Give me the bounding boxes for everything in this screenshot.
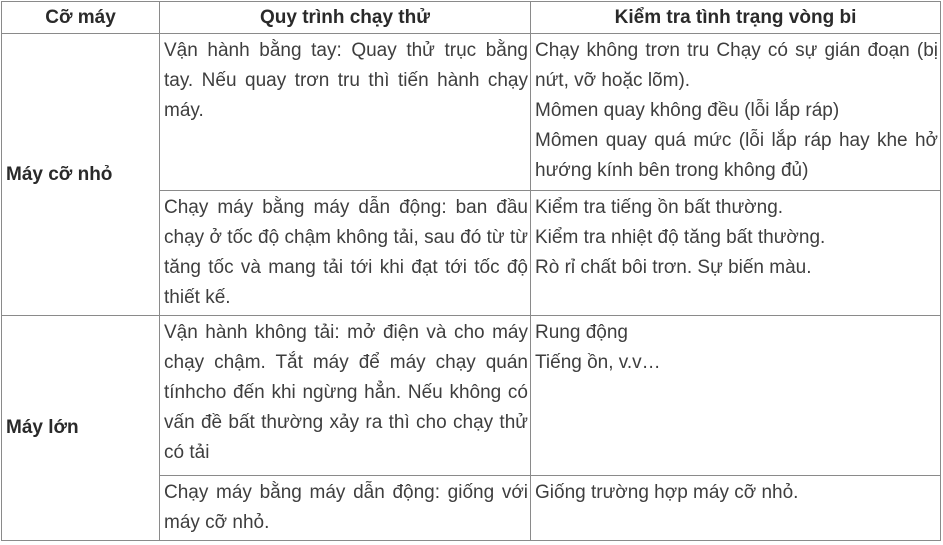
cell-machine-size-large bbox=[2, 316, 160, 541]
check-item: Rò rỉ chất bôi trơn. Sự biến màu. bbox=[535, 257, 812, 278]
procedure-text: Chạy máy bằng máy dẫn động: ban đầu chạy ở tốc độ chậm không tải, sau đó từ từ tăng tốc và mang tải tới khi đạt tới tốc độ thiết kế. bbox=[164, 197, 528, 308]
cell-machine-size-small bbox=[2, 34, 160, 316]
procedure-text: Vận hành không tải: mở điện và cho máy chạy chậm. Tắt máy để máy chạy quán tínhcho đến khi ngừng hẳn. Nếu không có vấn đề bất thường xảy ra thì cho chạy thử có tải bbox=[164, 322, 528, 463]
cell-checks-small-drive bbox=[531, 191, 941, 316]
cell-checks-small-manual bbox=[531, 34, 941, 191]
table-row bbox=[2, 316, 941, 476]
cell-procedure-no-load bbox=[160, 316, 531, 476]
check-item: Rung động bbox=[535, 322, 628, 343]
header-row bbox=[2, 2, 941, 34]
cell-procedure-drive-large bbox=[160, 476, 531, 541]
procedure-text: Chạy máy bằng máy dẫn động: giống với máy cỡ nhỏ. bbox=[164, 482, 528, 533]
header-bearing-condition-check: Kiểm tra tình trạng vòng bi bbox=[531, 2, 941, 34]
cell-procedure-manual bbox=[160, 34, 531, 191]
cell-checks-large-drive bbox=[531, 476, 941, 541]
check-item: Giống trường hợp máy cỡ nhỏ. bbox=[535, 482, 799, 503]
procedure-text: Vận hành bằng tay: Quay thử trục bằng tay. Nếu quay trơn tru thì tiến hành chạy máy. bbox=[164, 40, 528, 121]
machine-runin-table bbox=[1, 1, 941, 541]
header-machine-size: Cỡ máy bbox=[2, 2, 160, 34]
check-item: Kiểm tra tiếng ồn bất thường. bbox=[535, 197, 784, 218]
check-item: Kiểm tra nhiệt độ tăng bất thường. bbox=[535, 227, 826, 248]
machine-size-label: Máy lớn bbox=[6, 417, 79, 438]
header-test-run-procedure: Quy trình chạy thử bbox=[160, 2, 531, 34]
check-item: Tiếng ồn, v.v… bbox=[535, 352, 661, 373]
machine-size-label: Máy cỡ nhỏ bbox=[6, 163, 113, 185]
check-item: Chạy không trơn tru Chạy có sự gián đoạn (bị nứt, vỡ hoặc lõm). bbox=[535, 40, 938, 91]
check-item: Mômen quay không đều (lỗi lắp ráp) bbox=[535, 100, 840, 121]
check-item: Mômen quay quá mức (lỗi lắp ráp hay khe hở hướng kính bên trong không đủ) bbox=[535, 130, 938, 181]
cell-procedure-drive-small bbox=[160, 191, 531, 316]
table-row bbox=[2, 34, 941, 191]
cell-checks-large-no-load bbox=[531, 316, 941, 476]
